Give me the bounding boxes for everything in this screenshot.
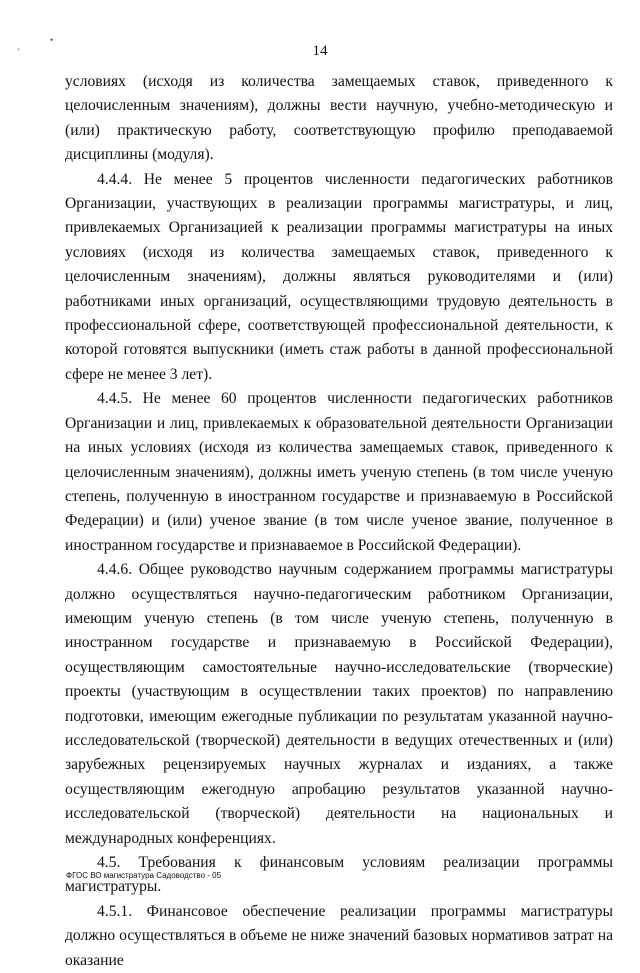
scan-speck: • bbox=[50, 35, 54, 45]
footer-label: ФГОС ВО магистратура Садоводство - 05 bbox=[66, 871, 222, 880]
paragraph-4-4-5: 4.4.5. Не менее 60 процентов численности педагогических работников Организации и лиц, привлекаемых к образовательной деятельности Организации на иных условиях (исходя из количества замещаемых ставок, приведенного к целочисленным значениям), должны иметь ученую степень (в том числе ученую степень, полученную в иностранном государстве и признаваемую в Российской Федерации) и (или) ученое звание (в том числе ученое звание, полученное в иностранном государстве и признаваемое в Российской Федерации). bbox=[65, 390, 613, 554]
scan-speck: ' bbox=[18, 47, 20, 57]
paragraph-4-4-4: 4.4.4. Не менее 5 процентов численности педагогических работников Организации, участвующих в реализации программы магистратуры, и лиц, привлекаемых Организацией к реализации программы магистратуры на иных условиях (исходя из количества замещаемых ставок, приведенного к целочисленным значениям), должны являться руководителями и (или) работниками иных организаций, осуществляющими трудовую деятельность в профессиональной сфере, соответствующей профессиональной деятельности, к которой готовятся выпускники (иметь стаж работы в данной профессиональной сфере не менее 3 лет). bbox=[65, 170, 613, 383]
page-number: 14 bbox=[312, 43, 328, 59]
paragraph-4-5-1: 4.5.1. Финансовое обеспечение реализации программы магистратуры должно осуществляться в объеме не ниже значений базовых нормативов затрат на оказание bbox=[65, 902, 613, 969]
body-text bbox=[65, 70, 613, 973]
paragraph-4-4-6: 4.4.6. Общее руководство научным содержанием программы магистратуры должно осуществляться научно-педагогическим работником Организации, имеющим ученую степень (в том числе ученую степень, полученную в иностранном государстве и признаваемую в Российской Федерации), осуществляющим самостоятельные научно-исследовательские (творческие) проекты (участвующим в осуществлении таких проектов) по направлению подготовки, имеющим ежегодные публикации по результатам указанной научно-исследовательской (творческой) деятельности в ведущих отечественных и (или) зарубежных рецензируемых научных журналах и изданиях, а также осуществляющим ежегодную апробацию результатов указанной научно-исследовательской (творческой) деятельности на национальных и международных конференциях. bbox=[65, 561, 613, 847]
section-heading-4-5: 4.5. Требования к финансовым условиям реализации программы магистратуры. bbox=[65, 854, 613, 896]
paragraph-continuation: условиях (исходя из количества замещаемых ставок, приведенного к целочисленным значениям), должны вести научную, учебно-методическую и (или) практическую работу, соответствующую профилю преподаваемой дисциплины (модуля). bbox=[65, 73, 613, 164]
